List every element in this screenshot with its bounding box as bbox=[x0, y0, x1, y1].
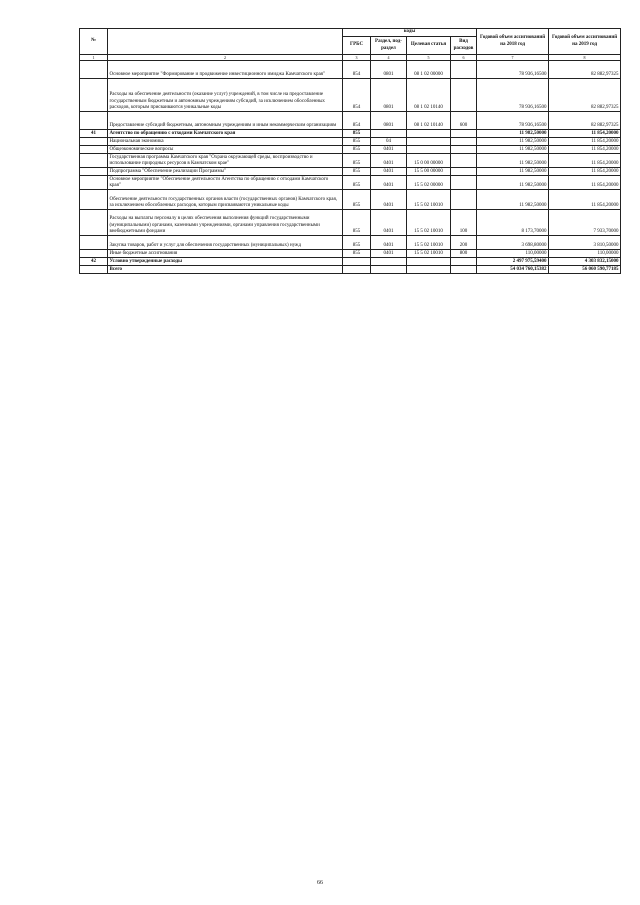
row-section: 0401 bbox=[371, 146, 407, 154]
row-section: 0801 bbox=[371, 112, 407, 130]
row-amount-2019: 11 854,20000 bbox=[549, 168, 621, 176]
table-row bbox=[80, 168, 621, 176]
row-amount-2018: 110,00000 bbox=[477, 250, 549, 258]
row-article bbox=[407, 258, 451, 266]
row-grbs: 855 bbox=[343, 154, 371, 168]
row-name: Расходы на обеспечение деятельности (оказание услуг) учреждений, в том числе на предоставление государственным бюджетным и автономным учреждениям субсидий, за исключением обособленных расходов, которым присваиваются уникальные коды bbox=[108, 79, 343, 112]
row-article bbox=[407, 146, 451, 154]
row-grbs: 855 bbox=[343, 130, 371, 138]
row-name: Всего bbox=[108, 266, 343, 274]
row-amount-2019: 7 933,70000 bbox=[549, 210, 621, 236]
row-section: 0401 bbox=[371, 190, 407, 210]
row-exp-type bbox=[451, 130, 477, 138]
row-name: Расходы на выплаты персоналу в целях обеспечения выполнения функций государственными (муниципальными) органами, казенными учреждениями, органами управления государственными внебюджетными фондами bbox=[108, 210, 343, 236]
row-amount-2019: 11 854,20000 bbox=[549, 176, 621, 190]
row-grbs bbox=[343, 266, 371, 274]
table-row bbox=[80, 236, 621, 250]
row-article bbox=[407, 138, 451, 146]
row-grbs: 855 bbox=[343, 138, 371, 146]
row-number bbox=[80, 236, 108, 250]
row-amount-2019: 82 882,97325 bbox=[549, 79, 621, 112]
row-article: 08 1 02 00000 bbox=[407, 61, 451, 79]
row-amount-2019: 11 854,20000 bbox=[549, 154, 621, 168]
row-name: Обеспечение деятельности государственных органов власти (государственных органов) Камчатского края, за исключением обособленных расходов, которым присваиваются уникальные коды bbox=[108, 190, 343, 210]
row-grbs: 854 bbox=[343, 61, 371, 79]
row-section: 0401 bbox=[371, 250, 407, 258]
header-row-top bbox=[80, 29, 621, 37]
row-article bbox=[407, 130, 451, 138]
row-exp-type bbox=[451, 146, 477, 154]
row-article: 15 5 02 10010 bbox=[407, 210, 451, 236]
row-grbs: 855 bbox=[343, 190, 371, 210]
row-amount-2018: 3 698,80000 bbox=[477, 236, 549, 250]
header-no: № bbox=[80, 29, 108, 55]
row-amount-2019: 82 882,97325 bbox=[549, 61, 621, 79]
header-2019: Годовой объем ассигнований на 2019 год bbox=[549, 29, 621, 55]
row-name: Предоставление субсидий бюджетным, автономным учреждениям и иным некоммерческим организациям bbox=[108, 112, 343, 130]
row-number bbox=[80, 146, 108, 154]
row-amount-2018: 78 936,16500 bbox=[477, 61, 549, 79]
row-article: 08 1 02 10140 bbox=[407, 79, 451, 112]
table-row bbox=[80, 154, 621, 168]
row-name: Национальная экономика bbox=[108, 138, 343, 146]
header-section: Раздел, под-раздел bbox=[371, 37, 407, 55]
row-grbs: 855 bbox=[343, 176, 371, 190]
row-name: Закупка товаров, работ и услуг для обеспечения государственных (муниципальных) нужд bbox=[108, 236, 343, 250]
row-grbs: 855 bbox=[343, 250, 371, 258]
row-exp-type: 100 bbox=[451, 210, 477, 236]
row-grbs: 854 bbox=[343, 79, 371, 112]
row-name: Агентство по обращению с отходами Камчатского края bbox=[108, 130, 343, 138]
header-exp-type: Вид расходов bbox=[451, 37, 477, 55]
row-amount-2018: 11 982,50000 bbox=[477, 138, 549, 146]
row-article bbox=[407, 266, 451, 274]
row-amount-2019: 110,00000 bbox=[549, 250, 621, 258]
row-number bbox=[80, 79, 108, 112]
row-exp-type bbox=[451, 176, 477, 190]
row-exp-type: 800 bbox=[451, 250, 477, 258]
row-article: 15 5 00 00000 bbox=[407, 168, 451, 176]
header-2018: Годовой объем ассигнований на 2018 год bbox=[477, 29, 549, 55]
row-grbs bbox=[343, 258, 371, 266]
row-name: Иные бюджетные ассигнования bbox=[108, 250, 343, 258]
table-row bbox=[80, 146, 621, 154]
row-number bbox=[80, 250, 108, 258]
table-row bbox=[80, 176, 621, 190]
row-grbs: 854 bbox=[343, 112, 371, 130]
row-name: Подпрограмма "Обеспечение реализации Программы" bbox=[108, 168, 343, 176]
header-codes: коды bbox=[343, 29, 477, 37]
column-number: 4 bbox=[371, 55, 407, 61]
row-amount-2019: 4 303 832,15000 bbox=[549, 258, 621, 266]
column-number: 5 bbox=[407, 55, 451, 61]
table-row bbox=[80, 79, 621, 112]
row-amount-2018: 11 982,50000 bbox=[477, 146, 549, 154]
row-amount-2018: 11 982,50000 bbox=[477, 176, 549, 190]
row-section: 0401 bbox=[371, 236, 407, 250]
row-article: 15 5 02 10010 bbox=[407, 236, 451, 250]
row-section: 04 bbox=[371, 138, 407, 146]
row-amount-2019: 11 854,20000 bbox=[549, 130, 621, 138]
row-number: 42 bbox=[80, 258, 108, 266]
row-exp-type: 200 bbox=[451, 236, 477, 250]
column-number: 2 bbox=[108, 55, 343, 61]
row-exp-type bbox=[451, 138, 477, 146]
column-number: 7 bbox=[477, 55, 549, 61]
row-exp-type: 600 bbox=[451, 112, 477, 130]
row-exp-type bbox=[451, 154, 477, 168]
row-name: Общеэкономические вопросы bbox=[108, 146, 343, 154]
row-section: 0801 bbox=[371, 61, 407, 79]
row-section bbox=[371, 130, 407, 138]
row-article: 15 5 02 10010 bbox=[407, 250, 451, 258]
table-row bbox=[80, 112, 621, 130]
row-article: 15 5 02 10010 bbox=[407, 190, 451, 210]
row-amount-2018: 78 936,16500 bbox=[477, 79, 549, 112]
row-grbs: 855 bbox=[343, 236, 371, 250]
row-number bbox=[80, 61, 108, 79]
budget-table bbox=[79, 28, 621, 274]
row-grbs: 855 bbox=[343, 146, 371, 154]
row-exp-type bbox=[451, 79, 477, 112]
column-number: 1 bbox=[80, 55, 108, 61]
row-grbs: 855 bbox=[343, 168, 371, 176]
row-section: 0401 bbox=[371, 210, 407, 236]
row-exp-type bbox=[451, 266, 477, 274]
row-article: 15 5 02 00000 bbox=[407, 176, 451, 190]
row-number: 41 bbox=[80, 130, 108, 138]
row-amount-2018: 11 982,50000 bbox=[477, 168, 549, 176]
row-amount-2019: 56 060 590,77185 bbox=[549, 266, 621, 274]
header-article: Целевая статья bbox=[407, 37, 451, 55]
table-row bbox=[80, 130, 621, 138]
column-number: 6 bbox=[451, 55, 477, 61]
row-name: Основное мероприятие "Обеспечение деятельности Агентства по обращению с отходами Камчатского края" bbox=[108, 176, 343, 190]
row-amount-2018: 2 497 975,59400 bbox=[477, 258, 549, 266]
header-name bbox=[108, 29, 343, 55]
table-row bbox=[80, 190, 621, 210]
row-exp-type bbox=[451, 61, 477, 79]
row-amount-2018: 54 034 760,15382 bbox=[477, 266, 549, 274]
row-name: Государственная программа Камчатского края "Охрана окружающей среды, воспроизводство и использование природных ресурсов в Камчатском крае" bbox=[108, 154, 343, 168]
row-number bbox=[80, 154, 108, 168]
table-row bbox=[80, 258, 621, 266]
row-section: 0401 bbox=[371, 154, 407, 168]
row-number bbox=[80, 176, 108, 190]
table-row bbox=[80, 266, 621, 274]
row-number bbox=[80, 266, 108, 274]
header-grbs: ГРБС bbox=[343, 37, 371, 55]
row-amount-2019: 82 882,97325 bbox=[549, 112, 621, 130]
row-amount-2018: 11 982,50000 bbox=[477, 130, 549, 138]
table-row bbox=[80, 210, 621, 236]
row-name: Основное мероприятие "Формирование и продвижение инвестиционного имиджа Камчатского края" bbox=[108, 61, 343, 79]
row-amount-2018: 8 173,70000 bbox=[477, 210, 549, 236]
row-section: 0401 bbox=[371, 176, 407, 190]
page-number: 66 bbox=[317, 880, 323, 886]
row-grbs: 855 bbox=[343, 210, 371, 236]
row-amount-2019: 11 854,20000 bbox=[549, 190, 621, 210]
row-number bbox=[80, 190, 108, 210]
table-row bbox=[80, 61, 621, 79]
row-amount-2018: 11 982,50000 bbox=[477, 154, 549, 168]
row-article: 15 0 00 00000 bbox=[407, 154, 451, 168]
row-section bbox=[371, 258, 407, 266]
column-number: 3 bbox=[343, 55, 371, 61]
row-amount-2018: 11 982,50000 bbox=[477, 190, 549, 210]
row-article: 08 1 02 10140 bbox=[407, 112, 451, 130]
row-number bbox=[80, 112, 108, 130]
table-body bbox=[80, 61, 621, 274]
row-amount-2019: 11 854,20000 bbox=[549, 146, 621, 154]
row-section: 0401 bbox=[371, 168, 407, 176]
row-amount-2018: 78 936,16500 bbox=[477, 112, 549, 130]
row-number bbox=[80, 138, 108, 146]
table-row bbox=[80, 250, 621, 258]
row-exp-type bbox=[451, 190, 477, 210]
table-row bbox=[80, 138, 621, 146]
row-exp-type bbox=[451, 168, 477, 176]
row-exp-type bbox=[451, 258, 477, 266]
row-amount-2019: 3 810,50000 bbox=[549, 236, 621, 250]
row-amount-2019: 11 854,20000 bbox=[549, 138, 621, 146]
row-name: Условно утвержденные расходы bbox=[108, 258, 343, 266]
row-section bbox=[371, 266, 407, 274]
row-number bbox=[80, 168, 108, 176]
column-number: 8 bbox=[549, 55, 621, 61]
row-section: 0801 bbox=[371, 79, 407, 112]
row-number bbox=[80, 210, 108, 236]
